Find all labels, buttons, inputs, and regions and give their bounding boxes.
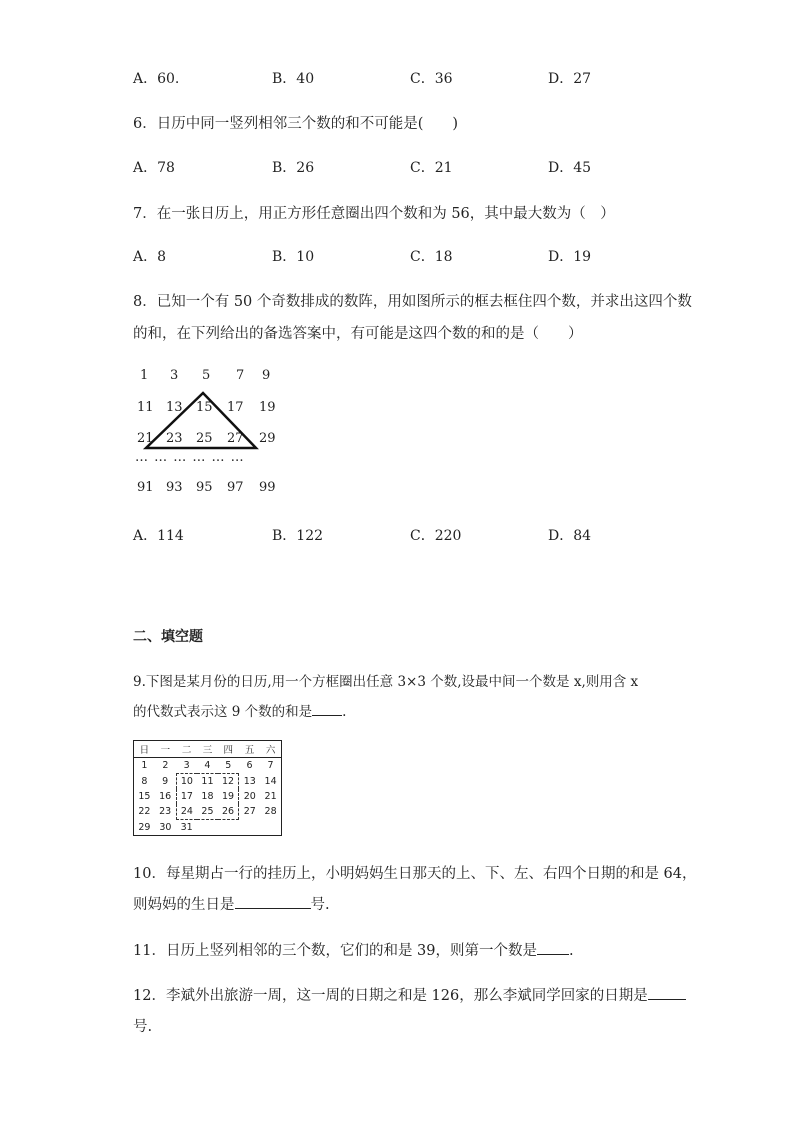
q9-question-line1: 9.下图是某月份的日历,用一个方框圈出任意 3×3 个数,设最中间一个数是 x,则用含 x <box>133 674 639 690</box>
grid-cell: 97 <box>227 480 244 495</box>
q8-option-a: A．114 <box>133 528 184 544</box>
grid-cell: 5 <box>202 368 211 383</box>
answer-blank[interactable] <box>648 987 686 1000</box>
grid-cell: 21 <box>137 431 154 446</box>
calendar-row <box>134 774 282 790</box>
calendar-day: 2 <box>162 760 169 772</box>
calendar-day: 28 <box>264 806 277 818</box>
q12-text: 12．李斌外出旅游一周，这一周的日期之和是 126，那么李斌同学回家的日期是 <box>133 988 648 1004</box>
q8-question-line2: 的和，在下列给出的备选答案中，有可能是这四个数的和的是（ ） <box>133 326 583 342</box>
grid-cell: 1 <box>140 368 149 383</box>
answer-blank[interactable] <box>537 942 569 955</box>
q6-option-a: A．78 <box>133 160 175 176</box>
grid-cell: 95 <box>196 480 213 495</box>
q8-option-c: C．220 <box>410 528 462 544</box>
calendar-day-selected: 19 <box>218 789 239 804</box>
calendar-day: 8 <box>141 775 148 787</box>
q8-question-line1: 8．已知一个有 50 个奇数排成的数阵，用如图所示的框去框住四个数，并求出这四个数 <box>133 294 692 310</box>
grid-cell: 23 <box>166 431 183 446</box>
triangle-outline <box>146 393 256 448</box>
q7-option-a: A．8 <box>133 249 167 265</box>
calendar-row <box>134 820 282 836</box>
q5-option-d: D．27 <box>548 71 592 87</box>
calendar-day: 9 <box>162 775 169 787</box>
calendar-day: 27 <box>243 806 256 818</box>
calendar-day: 30 <box>159 821 172 833</box>
calendar-day: 6 <box>246 760 253 772</box>
calendar-day <box>239 820 260 836</box>
calendar-day <box>197 820 217 836</box>
grid-cell: 93 <box>166 480 183 495</box>
q6-question: 6．日历中同一竖列相邻三个数的和不可能是( ) <box>133 116 459 132</box>
grid-cell: 7 <box>236 368 245 383</box>
grid-cell: 19 <box>259 400 276 415</box>
calendar-row <box>134 789 282 804</box>
calendar-day: 21 <box>264 791 277 802</box>
calendar-day-selected: 26 <box>218 804 239 820</box>
weekday-header: 一 <box>155 741 176 758</box>
calendar-day-selected: 25 <box>197 804 217 820</box>
q10-text: 则妈妈的生日是 <box>133 897 235 913</box>
q9-text: 的代数式表示这 9 个数的和是 <box>133 704 313 720</box>
grid-cell: 29 <box>259 431 276 446</box>
calendar-day: 23 <box>159 806 172 818</box>
q9-question-line2 <box>133 700 346 720</box>
q5-option-a: A．60. <box>133 71 180 87</box>
calendar-day-selected: 11 <box>197 774 217 790</box>
calendar-day: 20 <box>243 791 256 802</box>
calendar-day: 29 <box>138 821 151 833</box>
calendar-day: 31 <box>180 822 193 833</box>
calendar-day: 15 <box>138 791 151 802</box>
q9-end: . <box>342 704 347 720</box>
calendar-day-selected: 24 <box>176 804 197 820</box>
q7-question: 7．在一张日历上，用正方形任意圈出四个数和为 56，其中最大数为（ ） <box>133 206 615 222</box>
q7-option-b: B．10 <box>272 249 315 265</box>
calendar-row <box>134 804 282 820</box>
month-calendar <box>133 740 282 836</box>
calendar-day-selected: 10 <box>176 774 197 790</box>
section-heading: 二、填空题 <box>133 629 203 645</box>
q11-end: . <box>569 943 574 959</box>
q5-option-b: B．40 <box>272 71 315 87</box>
q11-question <box>133 939 574 960</box>
q10-question-line2 <box>133 893 330 914</box>
grid-ellipsis: … … … … … … <box>135 450 245 465</box>
calendar-day: 1 <box>141 760 148 772</box>
weekday-header: 四 <box>218 741 239 758</box>
answer-blank[interactable] <box>235 896 311 909</box>
weekday-header: 六 <box>260 741 281 758</box>
grid-cell: 17 <box>227 400 244 415</box>
calendar-day: 13 <box>243 775 256 787</box>
q7-option-d: D．19 <box>548 249 592 265</box>
answer-blank[interactable] <box>312 703 342 716</box>
calendar-day: 3 <box>183 760 190 771</box>
grid-cell: 27 <box>227 431 244 446</box>
q12-question-line2: 号. <box>133 1019 153 1035</box>
grid-cell: 9 <box>262 368 271 383</box>
q10-end: 号. <box>310 897 330 913</box>
calendar-day-selected: 18 <box>201 791 214 802</box>
q10-question-line1: 10．每星期占一行的挂历上，小明妈妈生日那天的上、下、左、右四个日期的和是 64， <box>133 866 697 882</box>
weekday-header: 五 <box>239 741 260 758</box>
q8-option-b: B．122 <box>272 528 324 544</box>
calendar-day: 16 <box>159 791 172 802</box>
q6-option-c: C．21 <box>410 160 453 176</box>
calendar-day: 14 <box>264 775 277 787</box>
calendar-day: 7 <box>267 760 274 772</box>
grid-cell: 99 <box>259 480 276 495</box>
calendar-day-selected: 12 <box>218 774 239 790</box>
q12-question-line1 <box>133 984 686 1005</box>
calendar-day <box>260 820 281 836</box>
calendar-day: 4 <box>204 760 211 771</box>
grid-cell: 11 <box>137 400 154 415</box>
grid-cell: 91 <box>137 480 154 495</box>
calendar-day-selected: 17 <box>176 789 197 804</box>
calendar-day: 22 <box>138 806 151 818</box>
calendar-day <box>218 820 239 836</box>
q8-option-d: D．84 <box>548 528 592 544</box>
calendar-day: 5 <box>225 760 232 771</box>
grid-cell: 3 <box>170 368 179 383</box>
weekday-header: 日 <box>134 741 155 758</box>
calendar-row <box>134 758 282 774</box>
q6-option-b: B．26 <box>272 160 315 176</box>
calendar-header-row <box>134 741 282 758</box>
q7-option-c: C．18 <box>410 249 453 265</box>
grid-cell: 25 <box>196 431 213 446</box>
q11-text: 11．日历上竖列相邻的三个数，它们的和是 39，则第一个数是 <box>133 943 538 959</box>
grid-cell: 13 <box>166 400 183 415</box>
grid-cell: 15 <box>196 400 213 415</box>
q6-option-d: D．45 <box>548 160 592 176</box>
weekday-header: 二 <box>176 741 197 758</box>
weekday-header: 三 <box>197 741 217 758</box>
q5-option-c: C．36 <box>410 71 453 87</box>
